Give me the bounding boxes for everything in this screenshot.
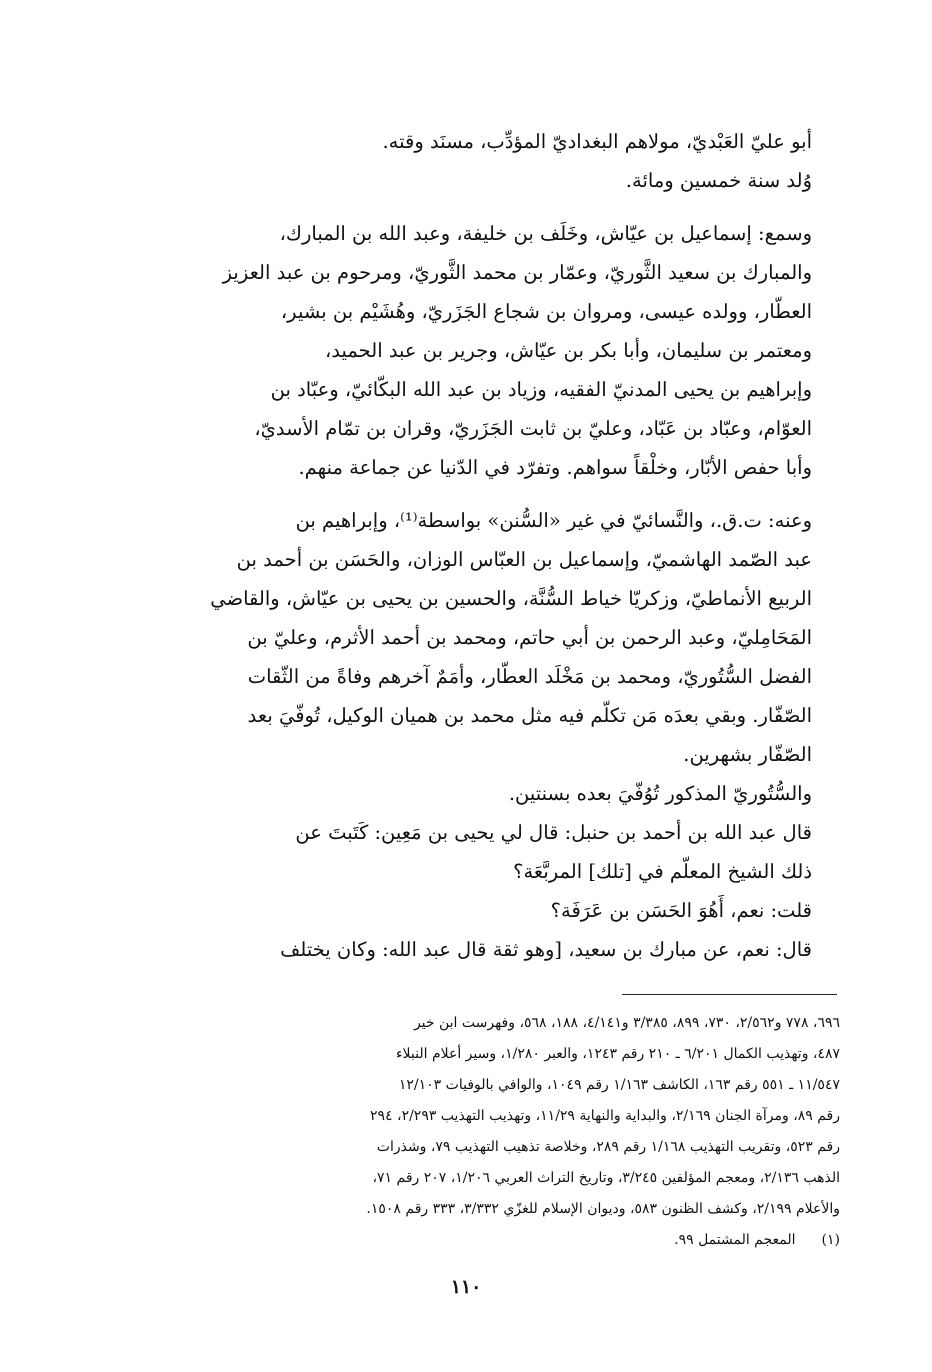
text-line: العوّام، وعبّاد بن عَبّاد، وعليّ بن ثابت الجَزَريّ، وقران بن تمّام الأسديّ، bbox=[254, 417, 812, 440]
text-line: الصّفّار بشهرين. bbox=[683, 743, 812, 766]
text-line: الصّفّار. وبقي بعدَه مَن تكلّم فيه مثل محمد بن هميان الوكيل، تُوفّيَ بعد bbox=[247, 704, 812, 727]
footnote-line: رقم ٥٢٣، وتقريب التهذيب ١/١٦٨ رقم ٢٨٩، وخلاصة تذهيب التهذيب ٧٩، وشذرات bbox=[376, 1139, 840, 1155]
text-line: قال عبد الله بن أحمد بن حنبل: قال لي يحيى بن مَعِين: كَتَبتَ عن bbox=[295, 821, 812, 844]
text-line: عبد الصّمد الهاشميّ، وإسماعيل بن العبّاس الوزان، والحَسَن بن أحمد بن bbox=[236, 548, 812, 571]
text-line: العطّار، وولده عيسى، ومروان بن شجاع الجَزَريّ، وهُشَيْم بن بشير، bbox=[280, 300, 812, 323]
last-paragraph bbox=[100, 930, 840, 969]
text-line: وإبراهيم بن يحيى المدنيّ الفقيه، وزياد بن عبد الله البكّائيّ، وعبّاد بن bbox=[270, 378, 812, 401]
footnote-text: المعجم المشتمل ٩٩. bbox=[674, 1232, 796, 1248]
text-line: والسُّتُوريّ المذكور تُوُفّيَ بعده بسنتين. bbox=[508, 782, 812, 805]
source-footnote bbox=[100, 1008, 840, 1225]
qala-paragraph bbox=[100, 813, 840, 891]
page-number: ١١٠ bbox=[450, 1276, 482, 1298]
text-line: قلت: نعم، أَهُوَ الحَسَن بن عَرَفَة؟ bbox=[550, 899, 812, 922]
text-line: ومعتمر بن سليمان، وأبا بكر بن عيّاش، وجرير بن عبد الحميد، bbox=[324, 339, 812, 362]
qultu-paragraph bbox=[100, 891, 840, 930]
footnote-line: رقم ٨٩، ومرآة الجنان ٢/١٦٩، والبداية والنهاية ١١/٢٩، وتهذيب التهذيب ٢/٢٩٣، ٢٩٤ bbox=[370, 1108, 840, 1124]
text-line: وعنه: ت.ق.، والنَّسائيّ في غير «السُّنن» بواسطة⁽¹⁾، وإبراهيم بن bbox=[295, 509, 812, 532]
anhu-paragraph bbox=[100, 501, 840, 774]
text-line: المَحَامِليّ، وعبد الرحمن بن أبي حاتم، ومحمد بن أحمد الأثرم، وعليّ بن bbox=[247, 626, 812, 649]
main-text bbox=[100, 122, 840, 969]
footnote-line: والأعلام ٢/١٩٩، وكشف الظنون ٥٨٣، وديوان الإسلام للغزّي ٣/٣٣٢، ٣٣٣ رقم ١٥٠٨. bbox=[366, 1201, 840, 1217]
footnote-line: ١١/٥٤٧ ـ ٥٥١ رقم ١٦٣، الكاشف ١/١٦٣ رقم ١٠٤٩، والوافي بالوفيات ١٢/١٠٣ bbox=[398, 1077, 840, 1093]
text-line: وُلد سنة خمسين ومائة. bbox=[625, 169, 812, 192]
text-line: أبو عليّ العَبْديّ، مولاهم البغداديّ المؤدِّب، مسنَد وقته. bbox=[382, 130, 812, 153]
footnote-1 bbox=[100, 1225, 840, 1256]
footnote-line: ٤٨٧، وتهذيب الكمال ٦/٢٠١ ـ ٢١٠ رقم ١٢٤٣، والعبر ١/٢٨٠، وسير أعلام النبلاء bbox=[395, 1046, 840, 1062]
footnotes bbox=[100, 1008, 840, 1256]
text-line: الربيع الأنماطيّ، وزكريّا خياط السُّنَّة، والحسين بن يحيى بن عيّاش، والقاضي bbox=[210, 587, 812, 610]
footnote-divider bbox=[622, 994, 837, 995]
sama-paragraph bbox=[100, 214, 840, 487]
intro-paragraph bbox=[100, 122, 840, 200]
text-line: وأبا حفص الأبّار، وخلْقاً سواهم. وتفرّد في الدّنيا عن جماعة منهم. bbox=[298, 456, 812, 479]
footnote-line: ٦٩٦، ٧٧٨ و٢/٥٦٢، ٧٣٠، ٨٩٩، ٣/٣٨٥ و٤/١٤١، ١٨٨، ٥٦٨، وفهرست ابن خير bbox=[413, 1015, 840, 1031]
footnote-number: (١) bbox=[821, 1232, 840, 1248]
text-line: والمبارك بن سعيد الثَّوريّ، وعمّار بن محمد الثَّوريّ، ومرحوم بن عبد العزيز bbox=[222, 261, 812, 284]
text-line: قال: نعم، عن مبارك بن سعيد، [وهو ثقة قال عبد الله: وكان يختلف bbox=[280, 938, 812, 961]
text-line: الفضل السُّتُوريّ، ومحمد بن مَخْلَد العطّار، وأمَمٌ آخرهم وفاةً من الثّقات bbox=[247, 665, 812, 688]
footnote-line: الذهب ٢/١٣٦، ومعجم المؤلفين ٣/٢٤٥، وتاريخ التراث العربي ١/٢٠٦، ٢٠٧ رقم ٧١، bbox=[372, 1170, 840, 1186]
text-line: وسمع: إسماعيل بن عيّاش، وخَلَف بن خليفة، وعبد الله بن المبارك، bbox=[279, 222, 812, 245]
text-line: ذلك الشيخ المعلّم في [تلك] المربَّعَة؟ bbox=[513, 860, 812, 883]
sutori-paragraph bbox=[100, 774, 840, 813]
